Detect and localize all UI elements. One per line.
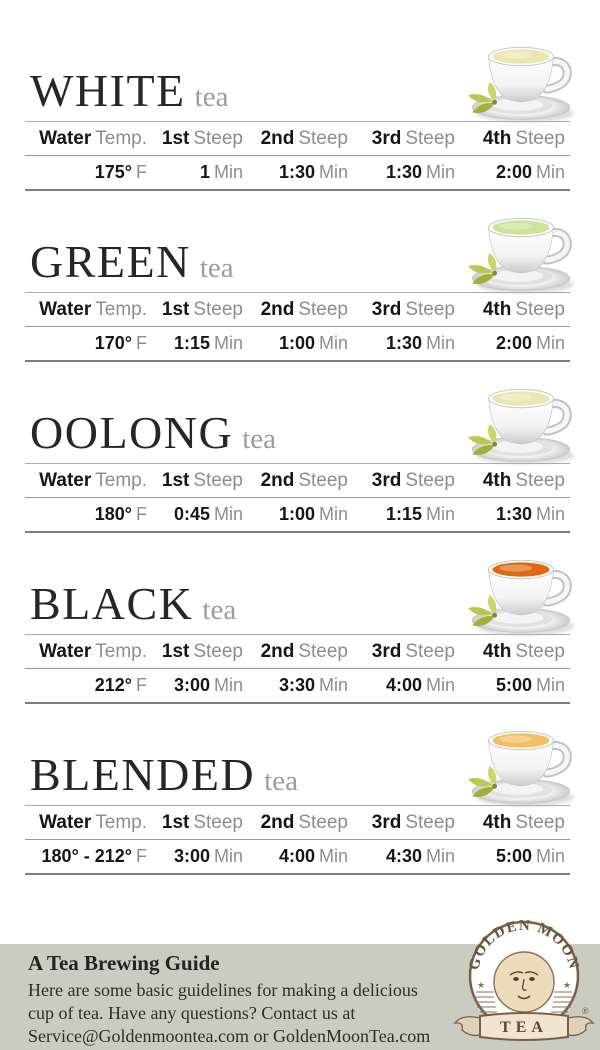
tea-type-title: GREEN bbox=[30, 236, 191, 287]
steep1-header: 1st Steep bbox=[161, 128, 243, 149]
water-temp-header: Water Temp. bbox=[39, 470, 147, 491]
water-temp-value: 170° F bbox=[94, 333, 147, 353]
logo-tea-banner bbox=[455, 1013, 593, 1040]
logo-banner-text: TEA bbox=[500, 1019, 548, 1036]
steep-table-header-row bbox=[25, 464, 570, 498]
steep3-header: 3rd Steep bbox=[371, 470, 455, 491]
steep3-header: 3rd Steep bbox=[371, 299, 455, 320]
steep-table-header-row bbox=[25, 806, 570, 840]
tea-type-title: BLENDED bbox=[30, 749, 256, 800]
steep4-value: 1:30 Min bbox=[495, 504, 565, 524]
steep-table-header-row bbox=[25, 122, 570, 156]
steep4-value: 2:00 Min bbox=[495, 333, 565, 353]
section-title-row bbox=[30, 577, 236, 630]
tea-word-subtitle: tea bbox=[202, 594, 237, 626]
steep2-value: 1:00 Min bbox=[278, 333, 348, 353]
section-title-row bbox=[30, 748, 298, 801]
water-temp-value: 212° F bbox=[94, 675, 147, 695]
steep-table bbox=[25, 805, 570, 875]
steep3-value: 4:00 Min bbox=[385, 675, 455, 695]
steep4-header: 4th Steep bbox=[482, 128, 565, 149]
steep-table bbox=[25, 292, 570, 362]
logo-star-right: ★ bbox=[563, 980, 572, 990]
steep-table-value-row bbox=[25, 327, 570, 362]
tea-section-black bbox=[0, 553, 600, 724]
steep3-value: 1:15 Min bbox=[385, 504, 455, 524]
steep-table bbox=[25, 634, 570, 704]
footer-line: cup of tea. Have any questions? Contact us at bbox=[28, 1003, 356, 1023]
steep4-value: 5:00 Min bbox=[495, 846, 565, 866]
logo-star-left: ★ bbox=[477, 980, 486, 990]
steep1-value: 1:15 Min bbox=[173, 333, 243, 353]
tea-word-subtitle: tea bbox=[242, 423, 277, 455]
steep-table bbox=[25, 463, 570, 533]
registered-mark: ® bbox=[582, 1006, 589, 1016]
water-temp-value: 175° F bbox=[94, 162, 147, 182]
steep3-header: 3rd Steep bbox=[371, 128, 455, 149]
steep-table-value-row bbox=[25, 669, 570, 704]
steep1-header: 1st Steep bbox=[161, 812, 243, 833]
steep-table-header-row bbox=[25, 293, 570, 327]
tea-section-blended bbox=[0, 724, 600, 895]
steep1-header: 1st Steep bbox=[161, 299, 243, 320]
water-temp-header: Water Temp. bbox=[39, 128, 147, 149]
steep3-value: 1:30 Min bbox=[385, 162, 455, 182]
steep2-value: 4:00 Min bbox=[278, 846, 348, 866]
steep4-header: 4th Steep bbox=[482, 470, 565, 491]
water-temp-header: Water Temp. bbox=[39, 299, 147, 320]
logo-arched-text: GOLDEN MOON bbox=[466, 918, 582, 972]
tea-cup-icon bbox=[458, 40, 584, 130]
steep3-header: 3rd Steep bbox=[371, 812, 455, 833]
steep3-header: 3rd Steep bbox=[371, 641, 455, 662]
water-temp-value: 180° F bbox=[94, 504, 147, 524]
logo-graphic bbox=[452, 918, 600, 1048]
steep1-value: 3:00 Min bbox=[173, 675, 243, 695]
water-temp-header: Water Temp. bbox=[39, 641, 147, 662]
footer-contact-line: Service@Goldenmoontea.com or GoldenMoonTea.com bbox=[28, 1026, 431, 1046]
steep2-header: 2nd Steep bbox=[260, 641, 348, 662]
tea-section-white bbox=[0, 40, 600, 211]
tea-type-title: OOLONG bbox=[30, 407, 234, 458]
tea-word-subtitle: tea bbox=[199, 252, 234, 284]
steep-table-value-row bbox=[25, 840, 570, 875]
steep4-header: 4th Steep bbox=[482, 812, 565, 833]
steep-table bbox=[25, 121, 570, 191]
footer-line: Here are some basic guidelines for making a delicious bbox=[28, 980, 418, 1000]
steep2-header: 2nd Steep bbox=[260, 128, 348, 149]
tea-type-title: WHITE bbox=[30, 65, 186, 116]
section-title-row bbox=[30, 64, 228, 117]
steep2-value: 3:30 Min bbox=[278, 675, 348, 695]
steep1-value: 0:45 Min bbox=[173, 504, 243, 524]
tea-section-green bbox=[0, 211, 600, 382]
steep1-value: 3:00 Min bbox=[173, 846, 243, 866]
tea-sections-list bbox=[0, 40, 600, 895]
steep3-value: 4:30 Min bbox=[385, 846, 455, 866]
steep2-header: 2nd Steep bbox=[260, 299, 348, 320]
tea-cup-icon bbox=[458, 724, 584, 814]
moon-face-icon bbox=[494, 952, 554, 1012]
steep-table-value-row bbox=[25, 498, 570, 533]
water-temp-value: 180° - 212° F bbox=[41, 846, 147, 866]
steep1-value: 1 Min bbox=[199, 162, 243, 182]
golden-moon-tea-logo bbox=[452, 918, 600, 1048]
tea-type-title: BLACK bbox=[30, 578, 194, 629]
steep1-header: 1st Steep bbox=[161, 641, 243, 662]
tea-word-subtitle: tea bbox=[264, 765, 298, 797]
steep4-header: 4th Steep bbox=[482, 641, 565, 662]
section-title-row bbox=[30, 406, 276, 459]
steep4-value: 2:00 Min bbox=[495, 162, 565, 182]
steep-table-value-row bbox=[25, 156, 570, 191]
steep2-value: 1:30 Min bbox=[278, 162, 348, 182]
steep1-header: 1st Steep bbox=[161, 470, 243, 491]
steep3-value: 1:30 Min bbox=[385, 333, 455, 353]
section-title-row bbox=[30, 235, 234, 288]
tea-section-oolong bbox=[0, 382, 600, 553]
tea-cup-icon bbox=[458, 382, 584, 472]
tea-cup-icon bbox=[458, 211, 584, 301]
water-temp-header: Water Temp. bbox=[39, 812, 147, 833]
footer-heading: A Tea Brewing Guide bbox=[28, 951, 220, 975]
steep2-header: 2nd Steep bbox=[260, 812, 348, 833]
steep4-header: 4th Steep bbox=[482, 299, 565, 320]
steep-table-header-row bbox=[25, 635, 570, 669]
tea-cup-icon bbox=[458, 553, 584, 643]
steep2-value: 1:00 Min bbox=[278, 504, 348, 524]
steep2-header: 2nd Steep bbox=[260, 470, 348, 491]
tea-word-subtitle: tea bbox=[194, 81, 229, 113]
steep4-value: 5:00 Min bbox=[495, 675, 565, 695]
footer-text-block bbox=[28, 951, 448, 1048]
